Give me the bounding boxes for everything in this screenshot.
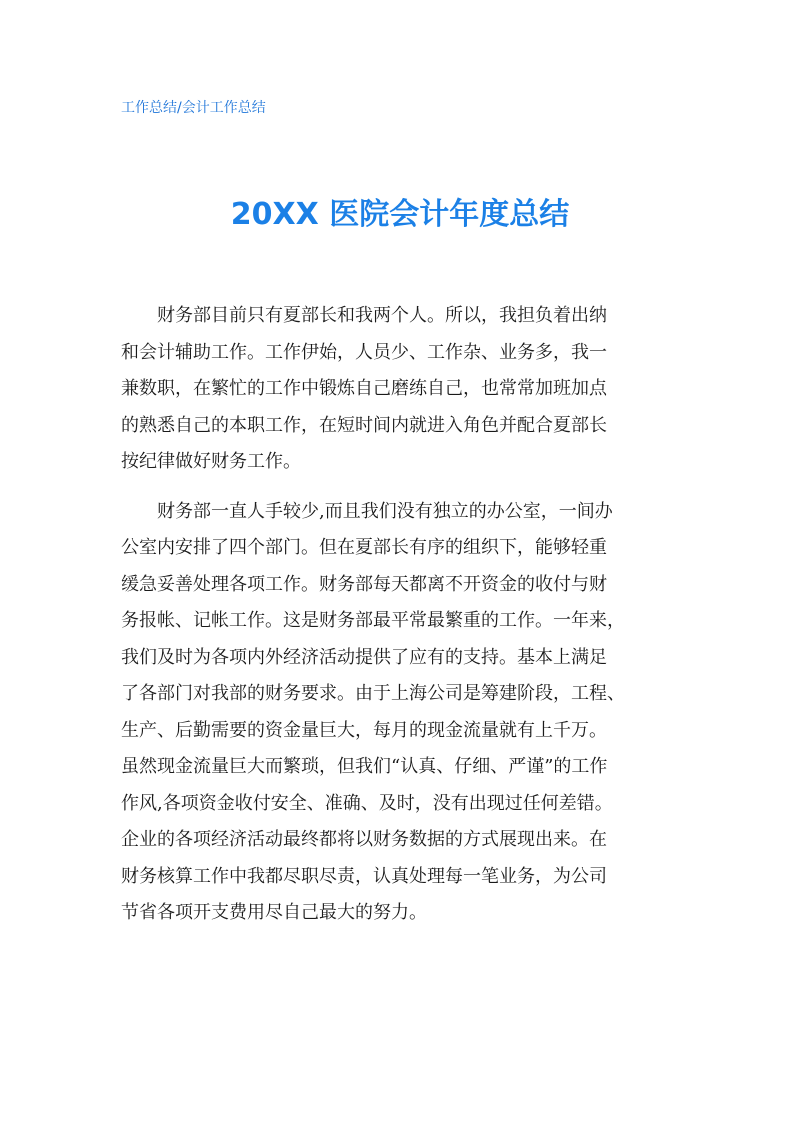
paragraph-line: 财务部一直人手较少,而且我们没有独立的办公室，一间办: [157, 500, 613, 522]
paragraph-line: 节省各项开支费用尽自己最大的努力。: [121, 902, 427, 923]
paragraph-2: [121, 494, 681, 932]
page-title: 20XX 医院会计年度总结: [230, 197, 570, 232]
paragraph-line: 缓急妥善处理各项工作。财务部每天都离不开资金的收付与财: [121, 573, 607, 595]
paragraph-line: 生产、后勤需要的资金量巨大，每月的现金流量就有上千万。: [121, 719, 607, 741]
paragraph-line: 了各部门对我部的财务要求。由于上海公司是筹建阶段，工程、: [121, 683, 625, 704]
paragraph-line: 财务部目前只有夏部长和我两个人。所以，我担负着出纳: [157, 305, 607, 326]
breadcrumb[interactable]: 工作总结/会计工作总结: [121, 100, 266, 116]
paragraph-line: 公室内安排了四个部门。但在夏部长有序的组织下，能够轻重: [121, 537, 607, 558]
paragraph-1: [121, 298, 681, 481]
document-body: [121, 298, 681, 945]
paragraph-line: 作风,各项资金收付安全、准确、及时，没有出现过任何差错。: [121, 792, 613, 814]
paragraph-line: 和会计辅助工作。工作伊始，人员少、工作杂、业务多，我一: [121, 341, 607, 363]
paragraph-line: 兼数职，在繁忙的工作中锻炼自己磨练自己，也常常加班加点: [121, 378, 607, 399]
paragraph-line: 我们及时为各项内外经济活动提供了应有的支持。基本上满足: [121, 646, 607, 668]
paragraph-line: 企业的各项经济活动最终都将以财务数据的方式展现出来。在: [121, 829, 607, 850]
paragraph-line: 按纪律做好财务工作。: [121, 451, 301, 472]
paragraph-line: 的熟悉自己的本职工作，在短时间内就进入角色并配合夏部长: [121, 414, 607, 436]
paragraph-line: 财务核算工作中我都尽职尽责，认真处理每一笔业务，为公司: [121, 865, 607, 887]
paragraph-line: 虽然现金流量巨大而繁琐，但我们“认真、仔细、严谨”的工作: [121, 756, 608, 777]
paragraph-line: 务报帐、记帐工作。这是财务部最平常最繁重的工作。一年来，: [121, 610, 625, 631]
